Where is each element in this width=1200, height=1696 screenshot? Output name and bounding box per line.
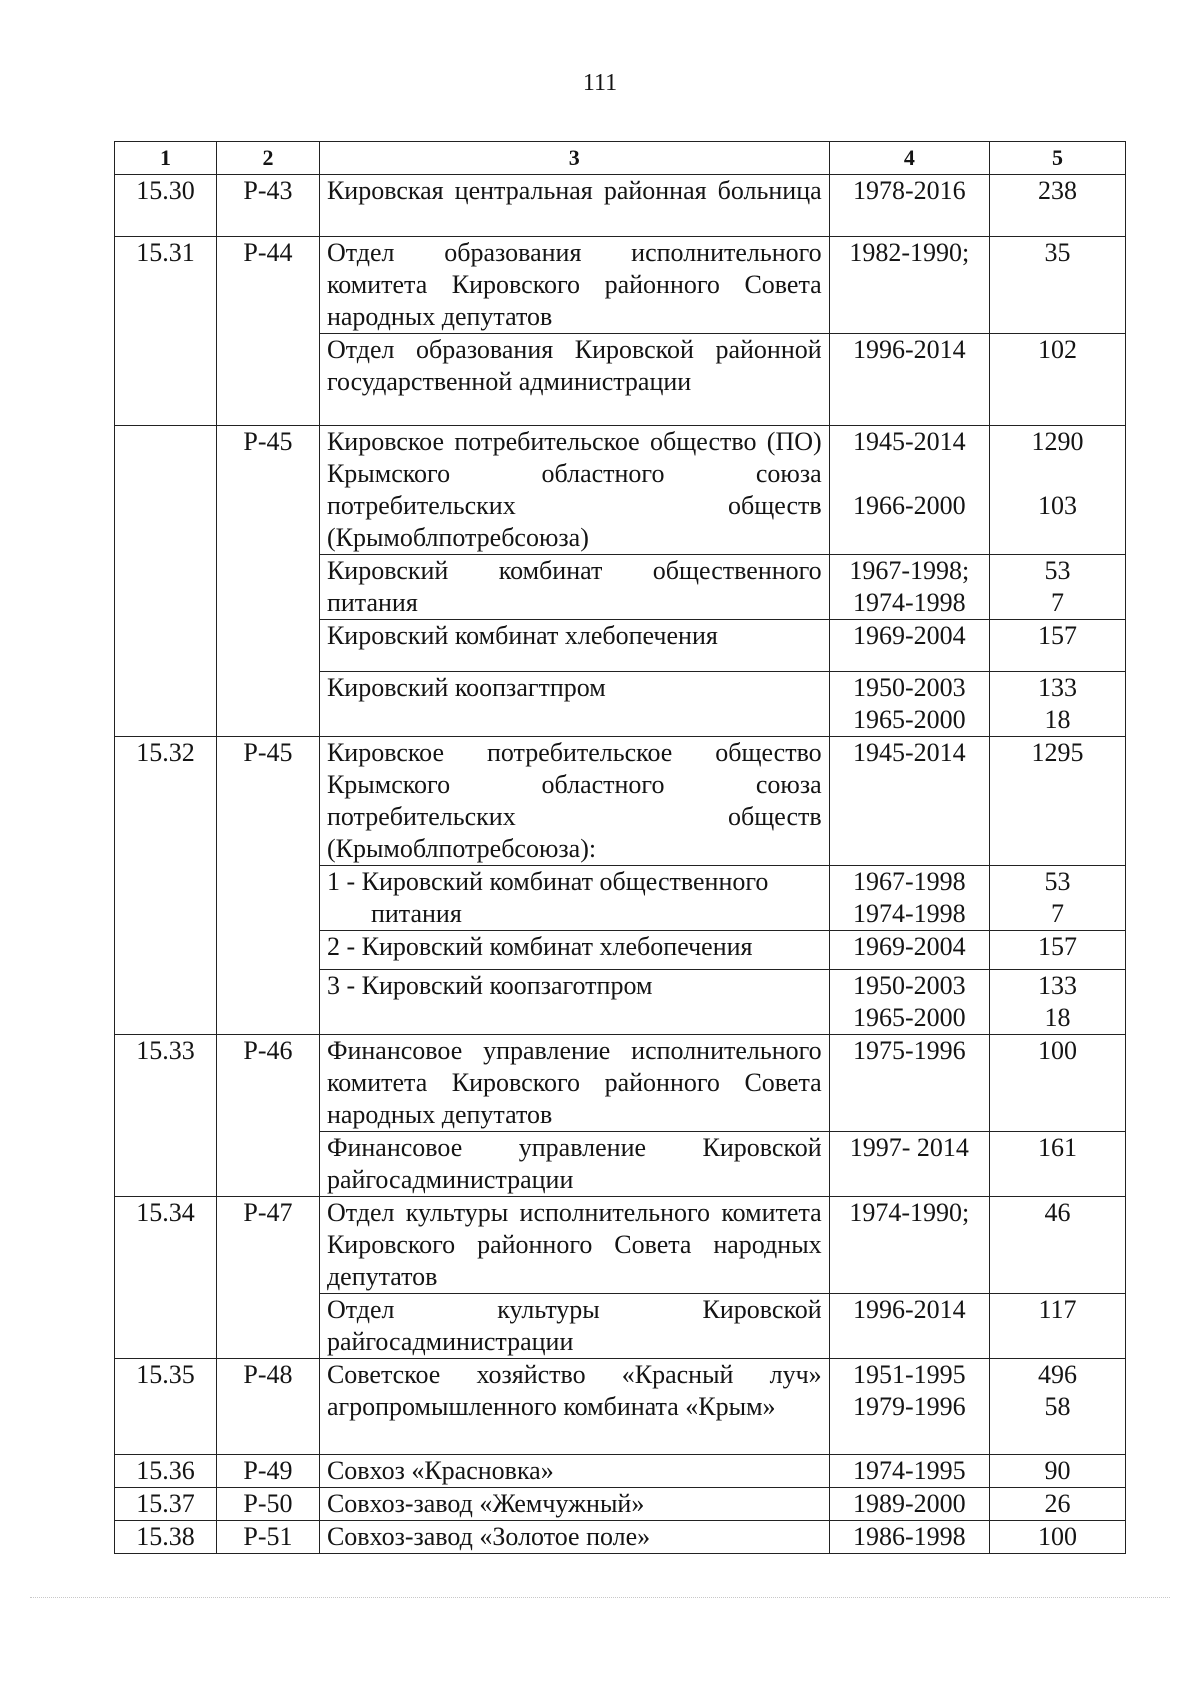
years-range bbox=[829, 672, 989, 737]
units-count-secondary: 18 bbox=[1044, 705, 1071, 734]
units-count: 35 bbox=[990, 237, 1126, 334]
years-range: 1974-1995 bbox=[829, 1455, 989, 1488]
years-range-primary: 1951-1995 bbox=[853, 1360, 966, 1389]
table-row bbox=[115, 737, 1126, 866]
column-header-1: 1 bbox=[115, 142, 217, 175]
units-count-primary: 496 bbox=[1038, 1360, 1077, 1389]
organization-title: Совхоз-завод «Золотое поле» bbox=[319, 1521, 829, 1554]
organization-title bbox=[319, 866, 829, 931]
units-count-primary: 133 bbox=[1038, 673, 1077, 702]
page-number: 111 bbox=[582, 70, 618, 96]
units-count-primary: 53 bbox=[1044, 867, 1071, 896]
years-range: 1974-1990; bbox=[829, 1197, 989, 1294]
fund-code: Р-46 bbox=[216, 1035, 319, 1197]
scan-artifact-line bbox=[30, 1597, 1170, 1598]
fund-code: Р-45 bbox=[216, 737, 319, 1035]
years-range: 1997- 2014 bbox=[829, 1132, 989, 1197]
fund-code: Р-47 bbox=[216, 1197, 319, 1359]
years-range bbox=[829, 555, 989, 620]
row-number-empty bbox=[115, 426, 217, 737]
spacer bbox=[837, 458, 982, 490]
units-count bbox=[990, 672, 1126, 737]
years-range: 1978-2016 bbox=[829, 175, 989, 237]
row-number: 15.30 bbox=[115, 175, 217, 237]
units-count bbox=[990, 426, 1126, 555]
years-range-secondary: 1965-2000 bbox=[853, 1003, 966, 1032]
years-range: 1989-2000 bbox=[829, 1488, 989, 1521]
years-range-primary: 1950-2003 bbox=[853, 673, 966, 702]
units-count: 238 bbox=[990, 175, 1126, 237]
years-range: 1982-1990; bbox=[829, 237, 989, 334]
row-number: 15.37 bbox=[115, 1488, 217, 1521]
table-row bbox=[115, 1035, 1126, 1132]
units-count: 26 bbox=[990, 1488, 1126, 1521]
years-range-primary: 1945-2014 bbox=[853, 427, 966, 456]
row-number: 15.35 bbox=[115, 1359, 217, 1455]
organization-title: Финансовое управление исполнительного комитета Кировского районного Совета народных депутатов bbox=[319, 1035, 829, 1132]
fund-code: Р-43 bbox=[216, 175, 319, 237]
organization-title: Отдел образования исполнительного комитета Кировского районного Совета народных депутатов bbox=[319, 237, 829, 334]
row-number: 15.38 bbox=[115, 1521, 217, 1554]
header-row bbox=[115, 142, 1126, 175]
column-header-5: 5 bbox=[990, 142, 1126, 175]
years-range-secondary: 1966-2000 bbox=[853, 491, 966, 520]
organization-title: Кировское потребительское общество (ПО) Крымского областного союза потребительских обществ (Крымоблпотребсоюза) bbox=[319, 426, 829, 555]
units-count bbox=[990, 555, 1126, 620]
years-range bbox=[829, 1359, 989, 1455]
units-count: 100 bbox=[990, 1035, 1126, 1132]
fund-code: Р-49 bbox=[216, 1455, 319, 1488]
table-row bbox=[115, 426, 1126, 555]
organization-title: Советское хозяйство «Красный луч» агропромышленного комбината «Крым» bbox=[319, 1359, 829, 1455]
organization-title: Отдел культуры Кировской райгосадминистрации bbox=[319, 1294, 829, 1359]
years-range-secondary: 1979-1996 bbox=[853, 1392, 966, 1421]
organization-title: Кировский коопзагтпром bbox=[319, 672, 829, 737]
organization-title-line: питания bbox=[370, 899, 462, 928]
units-count bbox=[990, 970, 1126, 1035]
units-count-primary: 53 bbox=[1044, 556, 1071, 585]
organization-title: Совхоз «Красновка» bbox=[319, 1455, 829, 1488]
fund-code: Р-45 bbox=[216, 426, 319, 737]
units-count-primary: 1290 bbox=[1031, 427, 1084, 456]
years-range-secondary: 1974-1998 bbox=[853, 588, 966, 617]
table-body bbox=[115, 175, 1126, 1554]
units-count: 117 bbox=[990, 1294, 1126, 1359]
years-range-secondary: 1965-2000 bbox=[853, 705, 966, 734]
table-row bbox=[115, 1359, 1126, 1455]
years-range bbox=[829, 866, 989, 931]
years-range: 1975-1996 bbox=[829, 1035, 989, 1132]
archive-table bbox=[114, 141, 1126, 1554]
years-range-primary: 1967-1998 bbox=[853, 867, 966, 896]
row-number: 15.33 bbox=[115, 1035, 217, 1197]
organization-title: 2 - Кировский комбинат хлебопечения bbox=[319, 931, 829, 970]
table-row bbox=[115, 1488, 1126, 1521]
years-range: 1969-2004 bbox=[829, 620, 989, 672]
units-count: 161 bbox=[990, 1132, 1126, 1197]
units-count: 157 bbox=[990, 931, 1126, 970]
organization-title: Совхоз-завод «Жемчужный» bbox=[319, 1488, 829, 1521]
organization-title: Финансовое управление Кировской райгосадминистрации bbox=[319, 1132, 829, 1197]
years-range bbox=[829, 970, 989, 1035]
units-count-primary: 133 bbox=[1038, 971, 1077, 1000]
organization-title: Кировская центральная районная больница bbox=[319, 175, 829, 237]
column-header-2: 2 bbox=[216, 142, 319, 175]
units-count-secondary: 7 bbox=[1051, 588, 1064, 617]
row-number: 15.34 bbox=[115, 1197, 217, 1359]
years-range bbox=[829, 426, 989, 555]
fund-code: Р-50 bbox=[216, 1488, 319, 1521]
units-count: 1295 bbox=[990, 737, 1126, 866]
row-number: 15.36 bbox=[115, 1455, 217, 1488]
organization-title: Кировский комбинат общественного питания bbox=[319, 555, 829, 620]
fund-code: Р-51 bbox=[216, 1521, 319, 1554]
table-row bbox=[115, 1521, 1126, 1554]
row-number: 15.32 bbox=[115, 737, 217, 1035]
units-count-secondary: 103 bbox=[1038, 491, 1077, 520]
years-range-primary: 1967-1998; bbox=[849, 556, 970, 585]
table-row bbox=[115, 175, 1126, 237]
organization-title: 3 - Кировский коопзаготпром bbox=[319, 970, 829, 1035]
units-count: 90 bbox=[990, 1455, 1126, 1488]
organization-title: Кировское потребительское общество Крымского областного союза потребительских обществ (Крымоблпотребсоюза): bbox=[319, 737, 829, 866]
years-range: 1996-2014 bbox=[829, 1294, 989, 1359]
row-number: 15.31 bbox=[115, 237, 217, 426]
spacer bbox=[997, 458, 1118, 490]
column-header-3: 3 bbox=[319, 142, 829, 175]
organization-title: Отдел образования Кировской районной государственной администрации bbox=[319, 334, 829, 426]
units-count-secondary: 7 bbox=[1051, 899, 1064, 928]
years-range-primary: 1950-2003 bbox=[853, 971, 966, 1000]
units-count: 100 bbox=[990, 1521, 1126, 1554]
units-count: 157 bbox=[990, 620, 1126, 672]
table-row bbox=[115, 1455, 1126, 1488]
units-count: 102 bbox=[990, 334, 1126, 426]
fund-code: Р-44 bbox=[216, 237, 319, 426]
table-header bbox=[115, 142, 1126, 175]
column-header-4: 4 bbox=[829, 142, 989, 175]
years-range: 1969-2004 bbox=[829, 931, 989, 970]
units-count-secondary: 18 bbox=[1044, 1003, 1071, 1032]
organization-title: Отдел культуры исполнительного комитета Кировского районного Совета народных депутатов bbox=[319, 1197, 829, 1294]
units-count bbox=[990, 1359, 1126, 1455]
units-count bbox=[990, 866, 1126, 931]
years-range: 1996-2014 bbox=[829, 334, 989, 426]
table-row bbox=[115, 237, 1126, 334]
years-range: 1945-2014 bbox=[829, 737, 989, 866]
fund-code: Р-48 bbox=[216, 1359, 319, 1455]
organization-title-line: 1 - Кировский комбинат общественного bbox=[326, 867, 769, 896]
units-count: 46 bbox=[990, 1197, 1126, 1294]
years-range-secondary: 1974-1998 bbox=[853, 899, 966, 928]
units-count-secondary: 58 bbox=[1044, 1392, 1071, 1421]
years-range: 1986-1998 bbox=[829, 1521, 989, 1554]
organization-title: Кировский комбинат хлебопечения bbox=[319, 620, 829, 672]
table-row bbox=[115, 1197, 1126, 1294]
